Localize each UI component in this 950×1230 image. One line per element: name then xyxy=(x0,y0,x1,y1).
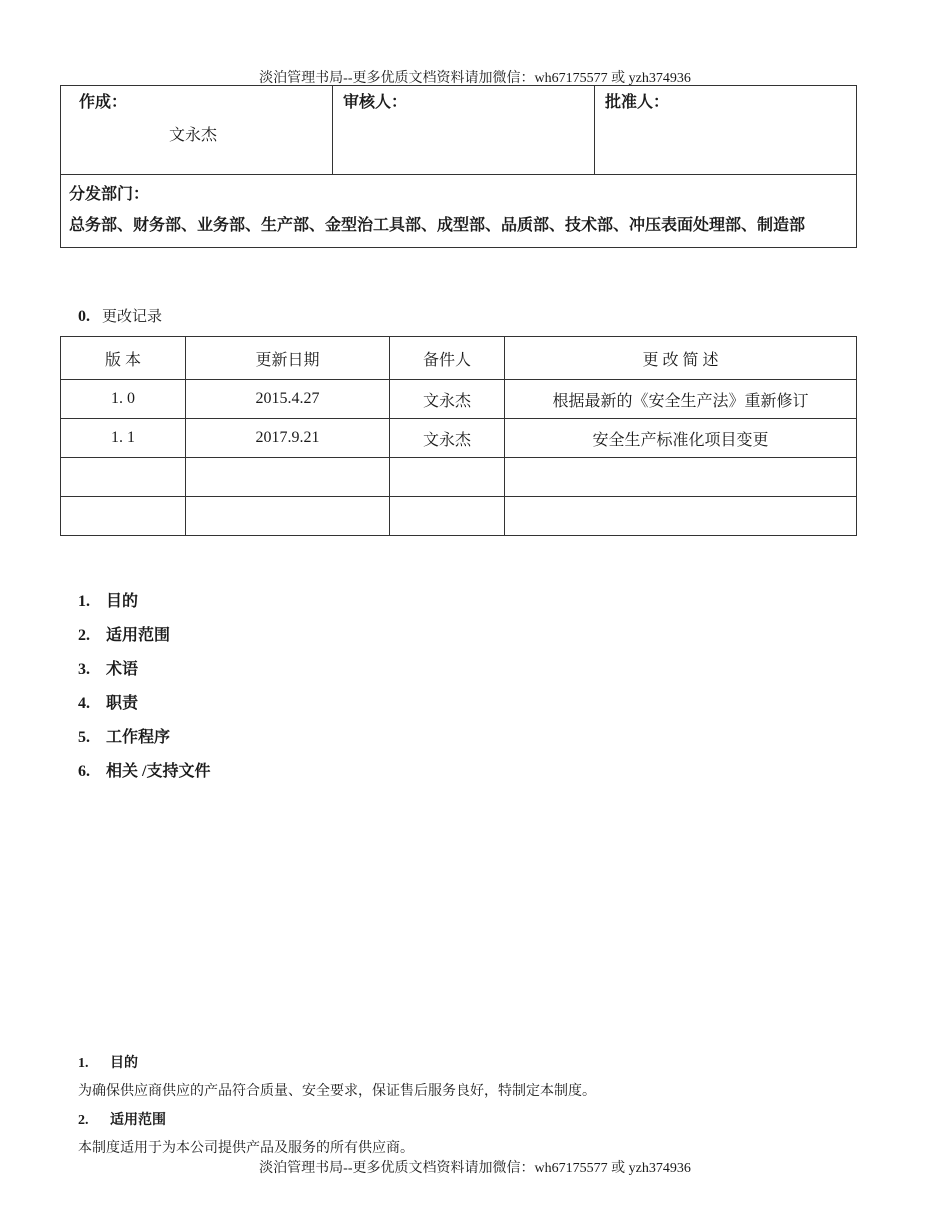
distribution-cell xyxy=(61,175,857,248)
cell-date xyxy=(186,497,390,536)
created-label: 作成： xyxy=(79,94,128,111)
approver-label: 批准人： xyxy=(605,94,670,111)
created-cell xyxy=(61,86,333,175)
toc-item: 1. 目的 xyxy=(78,593,139,610)
created-value: 文永杰 xyxy=(169,127,218,144)
cell-author: 文永杰 xyxy=(390,419,505,458)
table-row xyxy=(61,380,857,419)
section-text: 本制度适用于为本公司提供产品及服务的所有供应商。 xyxy=(78,1141,414,1156)
cell-summary: 根据最新的《安全生产法》重新修订 xyxy=(505,380,857,419)
col-author: 备件人 xyxy=(390,337,505,380)
cell-author: 文永杰 xyxy=(390,380,505,419)
toc-item: 6. 相关 /支持文件 xyxy=(78,763,211,780)
page-footer-note: 淡泊管理书局--更多优质文档资料请加微信：wh67175577 或 yzh374936 xyxy=(259,1161,691,1176)
approver-cell xyxy=(595,86,857,175)
change-log-heading xyxy=(78,305,162,326)
cell-version xyxy=(61,497,186,536)
cell-version: 1. 0 xyxy=(61,380,186,419)
cell-summary: 安全生产标准化项目变更 xyxy=(505,419,857,458)
table-row xyxy=(61,419,857,458)
section-purpose xyxy=(78,1052,596,1100)
col-version: 版 本 xyxy=(61,337,186,380)
section-heading: 2. 适用范围 xyxy=(78,1113,166,1128)
col-summary: 更 改 简 述 xyxy=(505,337,857,380)
table-row xyxy=(61,497,857,536)
toc-item: 3. 术语 xyxy=(78,661,139,678)
change-log-title: 更改记录 xyxy=(102,309,163,325)
cell-summary xyxy=(505,497,857,536)
revision-header-row xyxy=(61,337,857,380)
toc-item: 4. 职责 xyxy=(78,695,139,712)
reviewer-cell xyxy=(333,86,595,175)
toc-item: 5. 工作程序 xyxy=(78,729,171,746)
change-log-number: 0. xyxy=(78,308,90,325)
cell-author xyxy=(390,497,505,536)
page-header-note: 淡泊管理书局--更多优质文档资料请加微信：wh67175577 或 yzh374936 xyxy=(259,71,691,86)
section-heading: 1. 目的 xyxy=(78,1056,138,1071)
col-date: 更新日期 xyxy=(186,337,390,380)
section-text: 为确保供应商供应的产品符合质量、安全要求，保证售后服务良好，特制定本制度。 xyxy=(78,1084,596,1099)
cell-summary xyxy=(505,458,857,497)
section-scope xyxy=(78,1109,414,1157)
revision-table xyxy=(60,336,857,536)
table-row xyxy=(61,458,857,497)
cell-version xyxy=(61,458,186,497)
distribution-label: 分发部门： xyxy=(69,186,150,203)
distribution-departments: 总务部、财务部、业务部、生产部、金型治工具部、成型部、品质部、技术部、冲压表面处理部、制造部 xyxy=(69,217,806,234)
reviewer-label: 审核人： xyxy=(343,94,408,111)
approval-table xyxy=(60,85,857,248)
cell-date: 2017.9.21 xyxy=(186,419,390,458)
cell-version: 1. 1 xyxy=(61,419,186,458)
cell-date: 2015.4.27 xyxy=(186,380,390,419)
toc-item: 2. 适用范围 xyxy=(78,627,171,644)
cell-author xyxy=(390,458,505,497)
cell-date xyxy=(186,458,390,497)
table-of-contents xyxy=(78,590,210,794)
